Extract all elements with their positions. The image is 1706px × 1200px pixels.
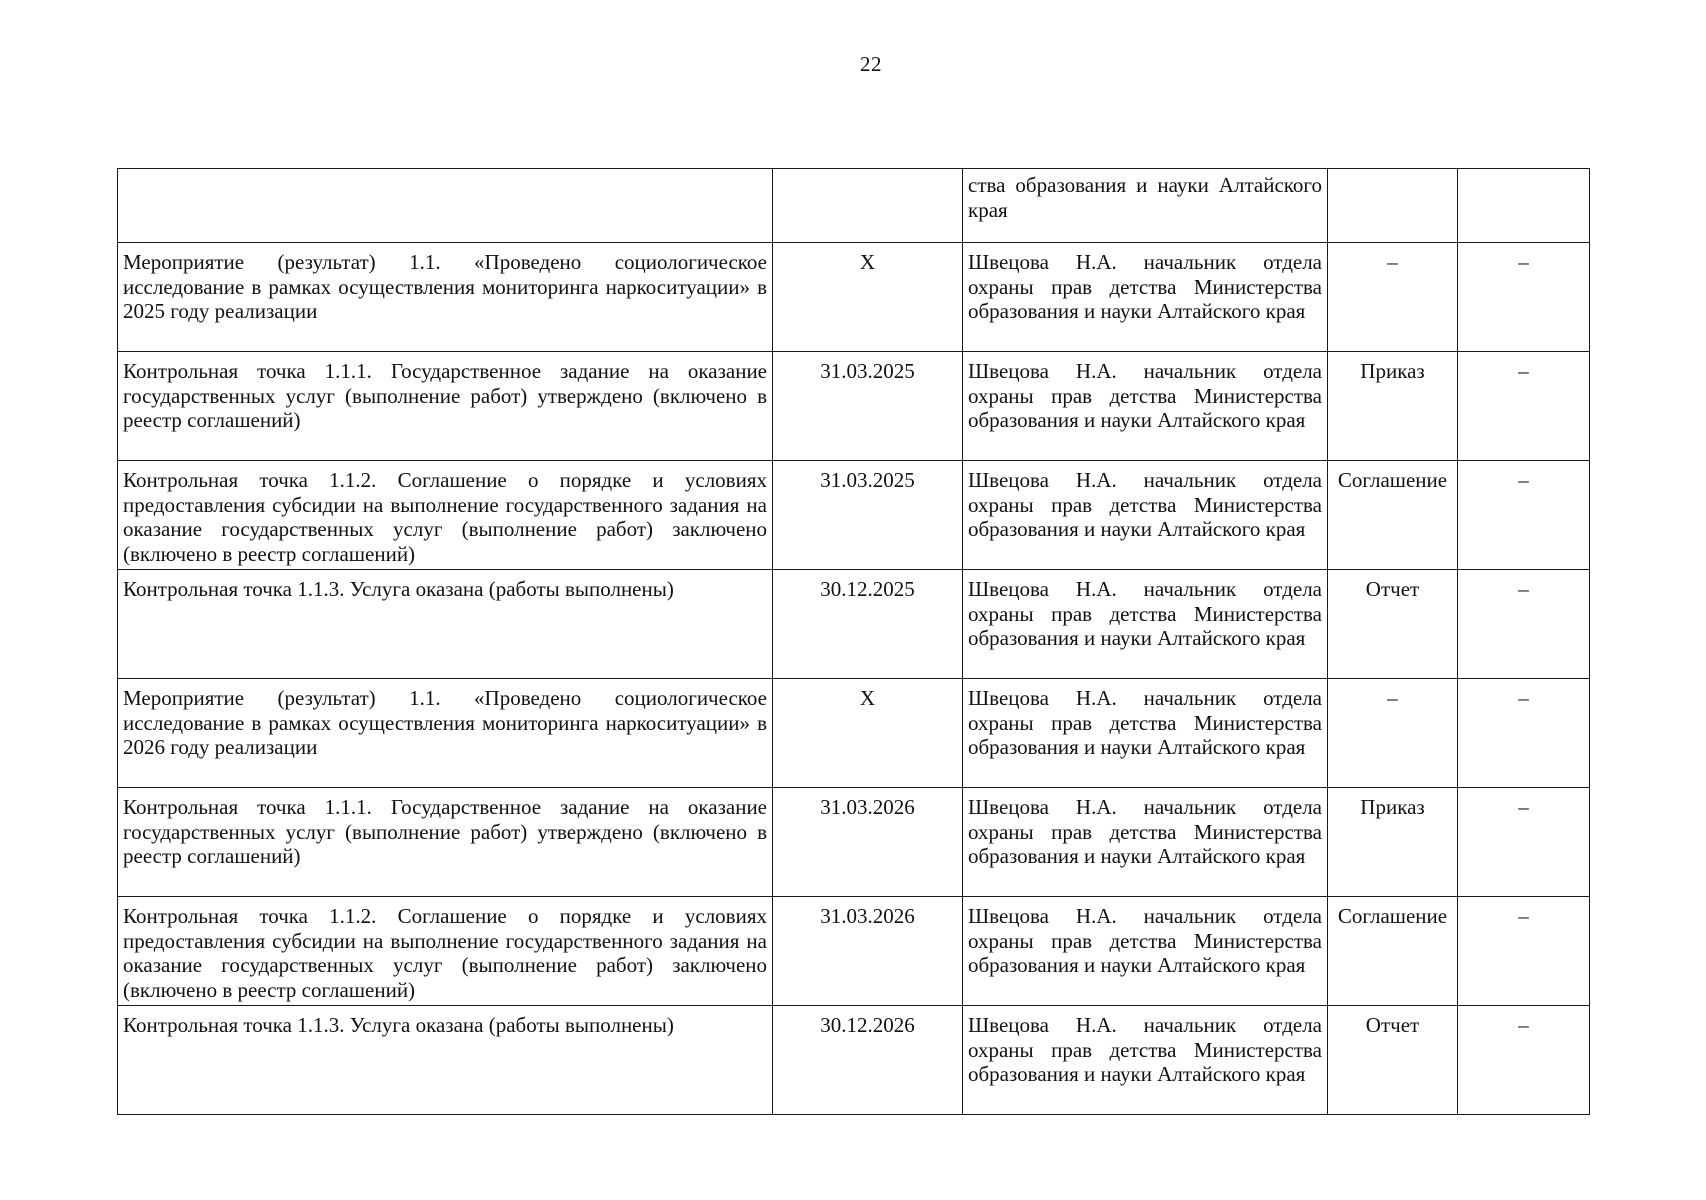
responsible-cell: Швецова Н.А. начальник отдела охраны прав детства Министерства образования и науки Алтайского края [963,1006,1328,1115]
name-cell [118,169,773,243]
date-cell: X [773,679,963,788]
last-cell: – [1458,352,1590,461]
document-cell: Отчет [1328,1006,1458,1115]
date-cell: 30.12.2026 [773,1006,963,1115]
name-cell: Контрольная точка 1.1.2. Соглашение о порядке и условиях предоставления субсидии на выполнение государственного задания на оказание государственных услуг (выполнение работ) заключено (включено в реестр соглашений) [118,461,773,570]
table-row [118,1006,1590,1115]
date-cell: 31.03.2025 [773,352,963,461]
last-cell: – [1458,570,1590,679]
document-cell: Приказ [1328,352,1458,461]
document-cell: Отчет [1328,570,1458,679]
last-cell: – [1458,679,1590,788]
last-cell: – [1458,461,1590,570]
name-cell: Контрольная точка 1.1.3. Услуга оказана (работы выполнены) [118,570,773,679]
responsible-cell: Швецова Н.А. начальник отдела охраны прав детства Министерства образования и науки Алтайского края [963,679,1328,788]
activities-table [117,168,1590,1115]
name-cell: Контрольная точка 1.1.2. Соглашение о порядке и условиях предоставления субсидии на выполнение государственного задания на оказание государственных услуг (выполнение работ) заключено (включено в реестр соглашений) [118,897,773,1006]
table-row [118,788,1590,897]
page-number: 22 [860,52,882,76]
last-cell: – [1458,1006,1590,1115]
name-cell: Мероприятие (результат) 1.1. «Проведено социологическое исследование в рамках осуществления мониторинга наркоситуации» в 2026 году реализации [118,679,773,788]
name-cell: Контрольная точка 1.1.1. Государственное задание на оказание государственных услуг (выполнение работ) утверждено (включено в реестр соглашений) [118,352,773,461]
table-row [118,897,1590,1006]
document-cell: – [1328,243,1458,352]
responsible-cell: Швецова Н.А. начальник отдела охраны прав детства Министерства образования и науки Алтайского края [963,352,1328,461]
date-cell: 31.03.2025 [773,461,963,570]
date-cell: 31.03.2026 [773,897,963,1006]
date-cell: 30.12.2025 [773,570,963,679]
name-cell: Контрольная точка 1.1.1. Государственное задание на оказание государственных услуг (выполнение работ) утверждено (включено в реестр соглашений) [118,788,773,897]
table-row [118,461,1590,570]
table-row-continuation [118,169,1590,243]
table-row [118,243,1590,352]
document-cell: Соглашение [1328,461,1458,570]
responsible-cell: Швецова Н.А. начальник отдела охраны прав детства Министерства образования и науки Алтайского края [963,461,1328,570]
document-cell: – [1328,679,1458,788]
date-cell: X [773,243,963,352]
table-row [118,679,1590,788]
responsible-cell: Швецова Н.А. начальник отдела охраны прав детства Министерства образования и науки Алтайского края [963,788,1328,897]
responsible-cell: ства образования и науки Алтайского края [963,169,1328,243]
responsible-cell: Швецова Н.А. начальник отдела охраны прав детства Министерства образования и науки Алтайского края [963,243,1328,352]
date-cell [773,169,963,243]
responsible-cell: Швецова Н.А. начальник отдела охраны прав детства Министерства образования и науки Алтайского края [963,897,1328,1006]
document-cell: Приказ [1328,788,1458,897]
table-body [118,169,1590,1115]
name-cell: Мероприятие (результат) 1.1. «Проведено социологическое исследование в рамках осуществления мониторинга наркоситуации» в 2025 году реализации [118,243,773,352]
date-cell: 31.03.2026 [773,788,963,897]
last-cell: – [1458,243,1590,352]
table-row [118,352,1590,461]
name-cell: Контрольная точка 1.1.3. Услуга оказана (работы выполнены) [118,1006,773,1115]
table-row [118,570,1590,679]
responsible-cell: Швецова Н.А. начальник отдела охраны прав детства Министерства образования и науки Алтайского края [963,570,1328,679]
document-cell: Соглашение [1328,897,1458,1006]
last-cell: – [1458,788,1590,897]
document-cell [1328,169,1458,243]
last-cell: – [1458,897,1590,1006]
last-cell [1458,169,1590,243]
